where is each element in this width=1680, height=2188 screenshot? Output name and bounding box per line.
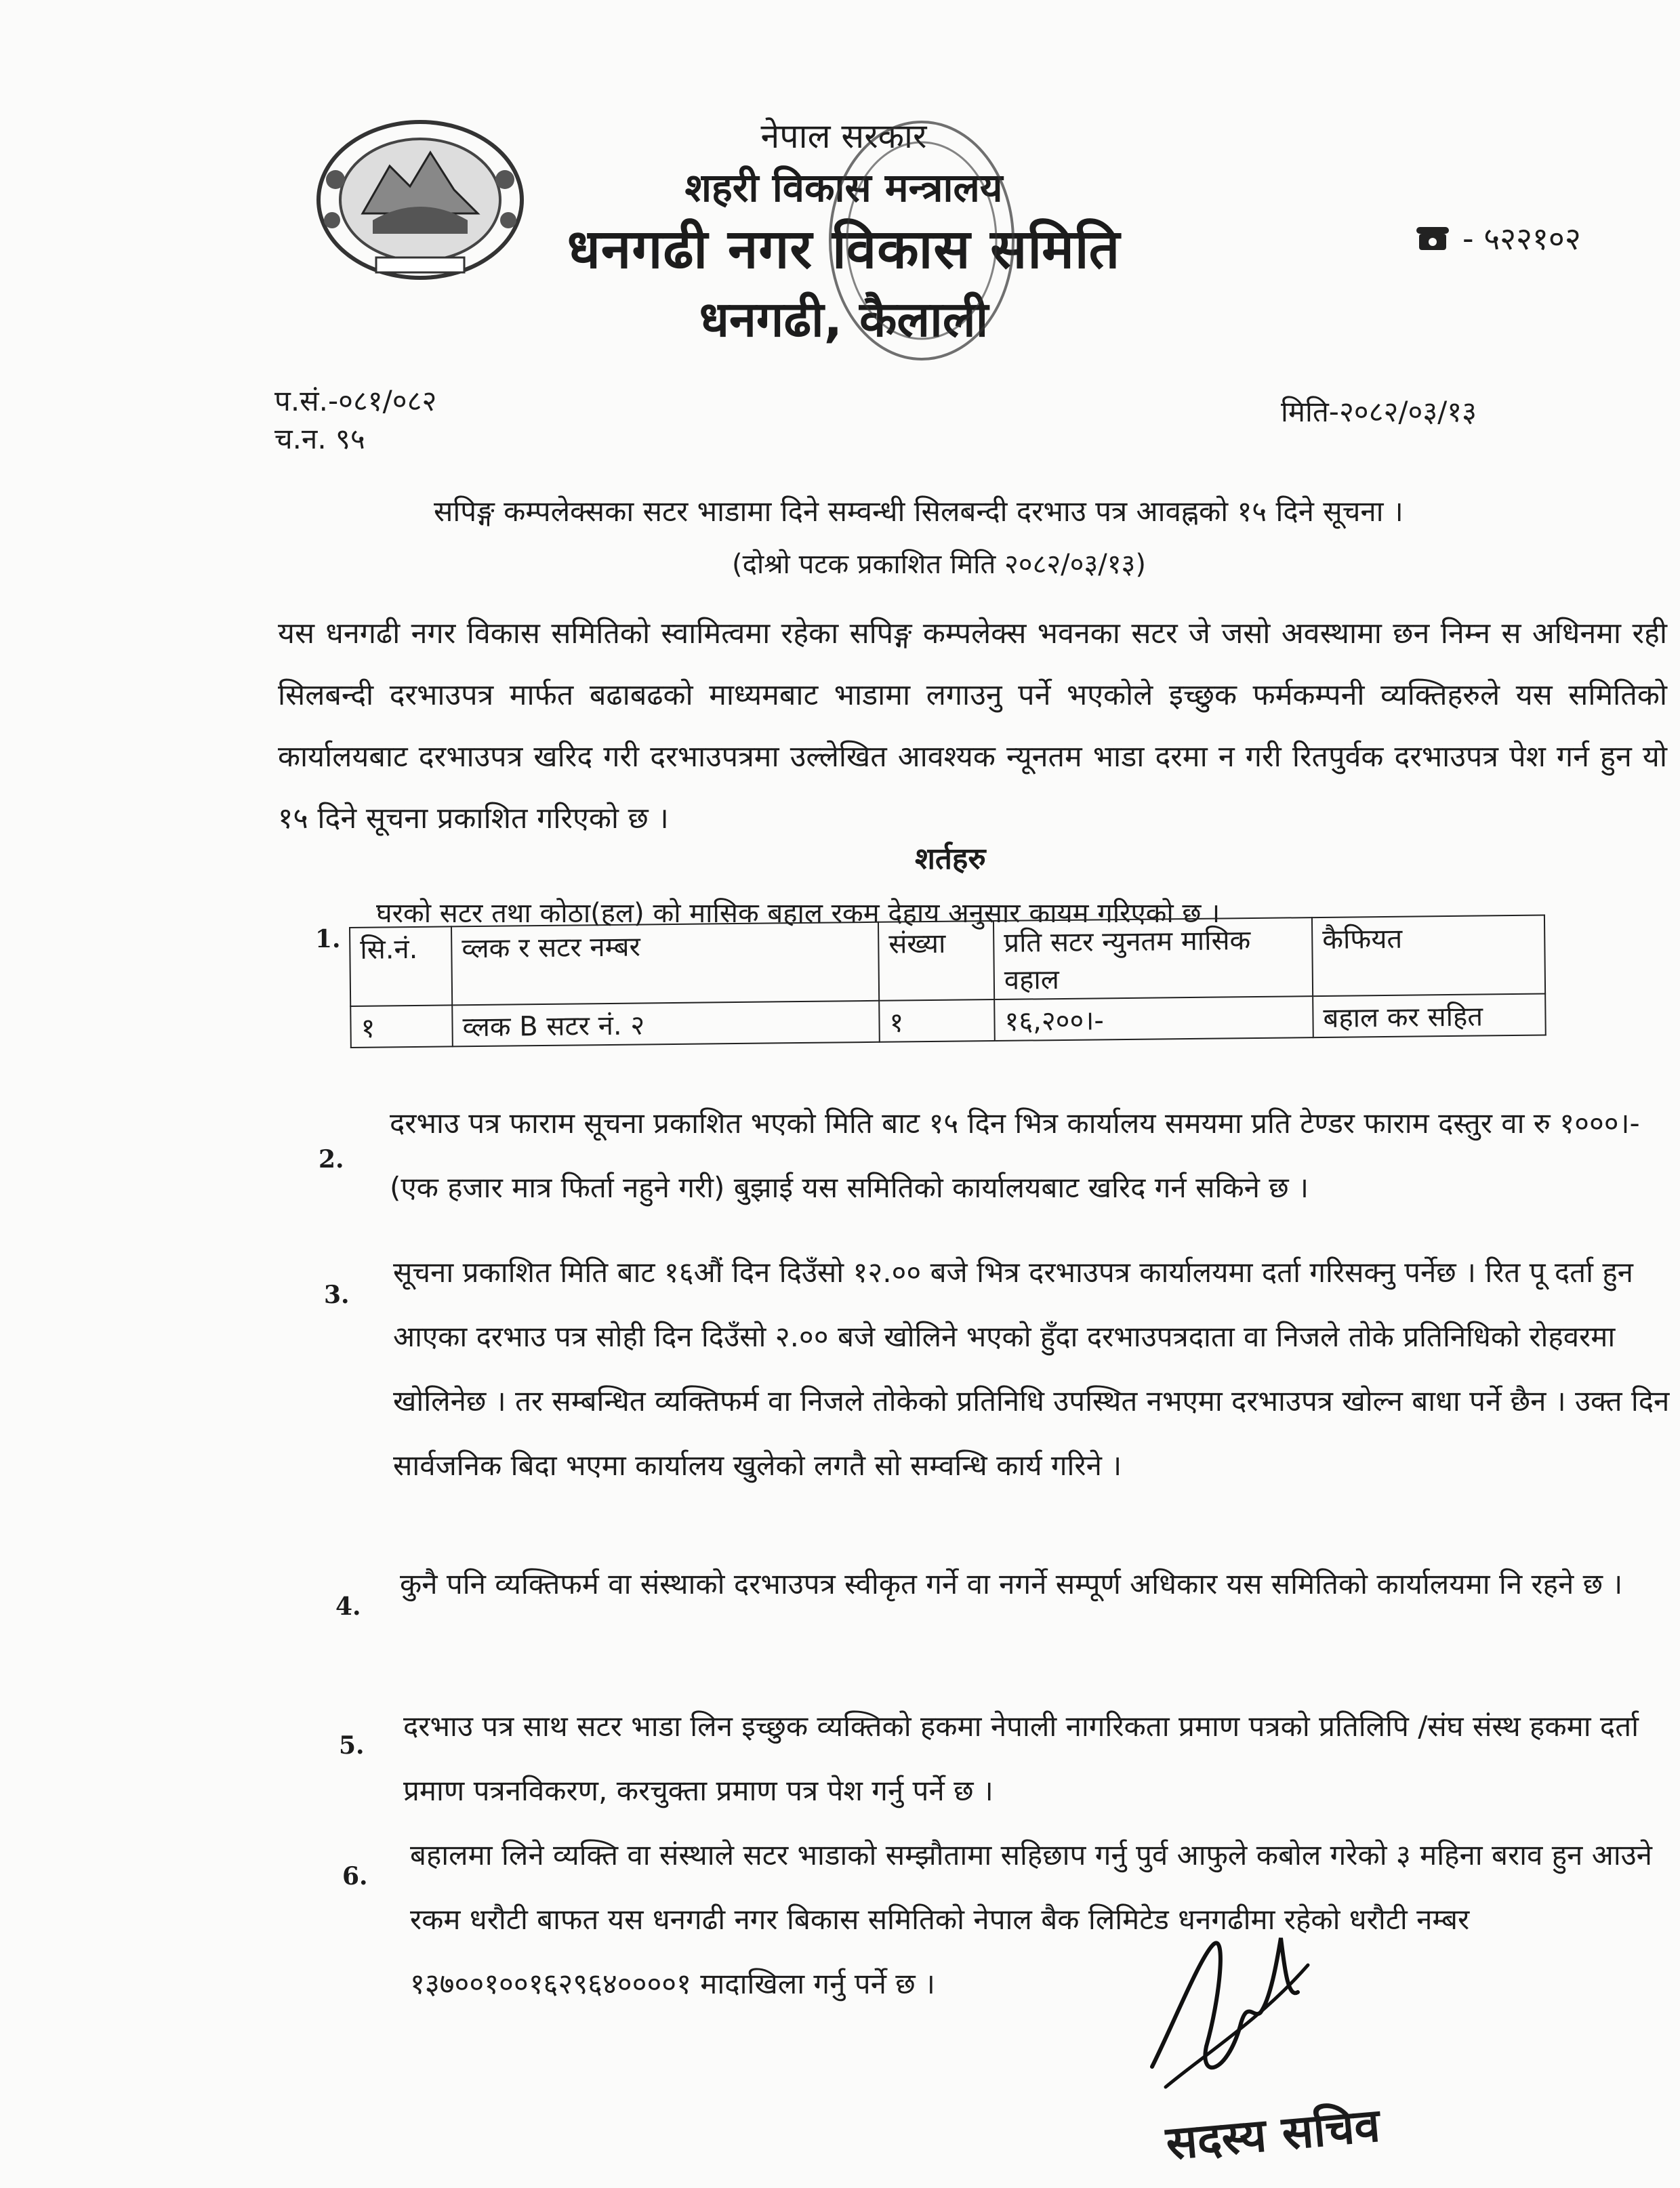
notice-title: सपिङ्ग कम्पलेक्सका सटर भाडामा दिने सम्वन्धी सिलबन्दी दरभाउ पत्र आवह्नको १५ दिने सूचना । bbox=[434, 495, 1404, 528]
item-number: 4. bbox=[335, 1592, 361, 1621]
document-date: मिति-२०८२/०३/१३ bbox=[1281, 395, 1477, 428]
item-text: सूचना प्रकाशित मिति बाट १६औं दिन दिउँसो १२.०० बजे भित्र दरभाउपत्र कार्यालयमा दर्ता गरिसक्नु पर्नेछ । रित पू दर्ता हुन आएका दरभाउ पत्र सोही दिन दिउँसो २.०० बजे खोलिने भएको हुँदा दरभाउपत्रदाता वा निजले तोके प्रतिनिधिको रोहवरमा खोलिनेछ । तर सम्बन्धित व्यक्तिफर्म वा निजले तोकेको प्रतिनिधि उपस्थित नभएमा दरभाउपत्र खोल्न बाधा पर्ने छैन । उक्त दिन सार्वजनिक बिदा भएमा कार्यालय खुलेको लगतै सो सम्वन्धि कार्य गरिने । bbox=[393, 1256, 1670, 1482]
header-location: धनगढी, कैलाली bbox=[699, 291, 989, 348]
nepal-emblem-icon bbox=[308, 112, 532, 288]
notice-subtitle: (दोश्रो पटक प्रकाशित मिति २०८२/०३/१३) bbox=[732, 549, 1146, 580]
table-cell: १ bbox=[879, 999, 995, 1042]
item-number: 5. bbox=[339, 1731, 365, 1760]
phone-text: - ५२२१०२ bbox=[1462, 220, 1581, 257]
table-header-row bbox=[350, 915, 1545, 1006]
item-number: 6. bbox=[342, 1862, 368, 1891]
item-number: 2. bbox=[319, 1145, 344, 1174]
table-header-cell: सि.नं. bbox=[350, 926, 452, 1006]
item-text: दरभाउ पत्र फाराम सूचना प्रकाशित भएको मिति बाट १५ दिन भित्र कार्यालय समयमा प्रति टेण्डर फाराम दस्तुर वा रु १०००।-(एक हजार मात्र फिर्ता नहुने गरी) बुझाई यस समितिको कार्यालयबाट खरिद गर्न सकिने छ । bbox=[390, 1107, 1640, 1204]
table-cell: १ bbox=[350, 1005, 453, 1048]
table-header-cell: संख्या bbox=[878, 921, 994, 1001]
signer-title: सदस्य सचिव bbox=[1164, 2099, 1382, 2171]
item-text: घरको सटर तथा कोठा(हल) को मासिक बहाल रकम देहाय अनुसार कायम गरिएको छ । bbox=[376, 898, 1221, 929]
header-committee: धनगढी नगर विकास समिति bbox=[567, 218, 1121, 281]
table-header-cell: कैफियत bbox=[1312, 915, 1545, 997]
item-text: कुनै पनि व्यक्तिफर्म वा संस्थाको दरभाउपत्र स्वीकृत गर्ने वा नगर्ने सम्पूर्ण अधिकार यस समितिको कार्यालयमा नि रहने छ । bbox=[400, 1567, 1623, 1601]
notice-paragraph: यस धनगढी नगर विकास समितिको स्वामित्वमा रहेका सपिङ्ग कम्पलेक्स भवनका सटर जे जसो अवस्थामा छन निम्न स अधिनमा रही सिलबन्दी दरभाउपत्र मार्फत बढाबढको माध्यमबाट भाडामा लगाउनु पर्ने भएकोले इच्छुक फर्मकम्पनी व्यक्तिहरुले यस समितिको कार्यालयबाट दरभाउपत्र खरिद गरी दरभाउपत्रमा उल्लेखित आवश्यक न्यूनतम भाडा दरमा न गरी रितपुर्वक दरभाउपत्र पेश गर्न हुन यो १५ दिने सूचना प्रकाशित गरिएको छ । bbox=[278, 617, 1667, 835]
header-government: नेपाल सरकार bbox=[760, 117, 927, 156]
phone-number bbox=[1416, 217, 1581, 259]
handwritten-signature-icon bbox=[1125, 1918, 1328, 2101]
item-text: बहालमा लिने व्यक्ति वा संस्थाले सटर भाडाको सम्झौतामा सहिछाप गर्नु पुर्व आफुले कबोल गरेको ३ महिना बराव हुन आउने रकम धरौटी बाफत यस धनगढी नगर बिकास समितिको नेपाल बैक लिमिटेड धनगढीमा रहेको धरौटी नम्बर १३७००१००१६२९६४००००१ मादाखिला गर्नु पर्ने छ । bbox=[410, 1838, 1652, 2000]
table-cell: १६,२००।- bbox=[994, 996, 1313, 1041]
table-header-cell: प्रति सटर न्युनतम मासिक वहाल bbox=[993, 917, 1313, 999]
reference-number: प.सं.-०८१/०८२ bbox=[274, 384, 437, 417]
terms-heading: शर्तहरु bbox=[915, 842, 986, 876]
header-ministry: शहरी विकास मन्त्रालय bbox=[684, 165, 1003, 211]
table-cell: व्लक B सटर नं. २ bbox=[452, 1001, 880, 1047]
dispatch-number: च.न. ९५ bbox=[274, 422, 365, 455]
item-text: दरभाउ पत्र साथ सटर भाडा लिन इच्छुक व्यक्तिको हकमा नेपाली नागरिकता प्रमाण पत्रको प्रतिलिपि /संघ संस्थ हकमा दर्ता प्रमाण पत्रनविकरण, करचुक्ता प्रमाण पत्र पेश गर्नु पर्ने छ । bbox=[403, 1710, 1639, 1807]
item-number: 3. bbox=[324, 1281, 350, 1309]
table-cell: बहाल कर सहित bbox=[1313, 994, 1546, 1038]
rent-table bbox=[349, 915, 1546, 1048]
table-header-cell: व्लक र सटर नम्बर bbox=[451, 922, 879, 1006]
item-number: 1. bbox=[315, 925, 341, 953]
office-stamp-icon bbox=[823, 115, 1020, 366]
telephone-icon bbox=[1416, 224, 1449, 251]
